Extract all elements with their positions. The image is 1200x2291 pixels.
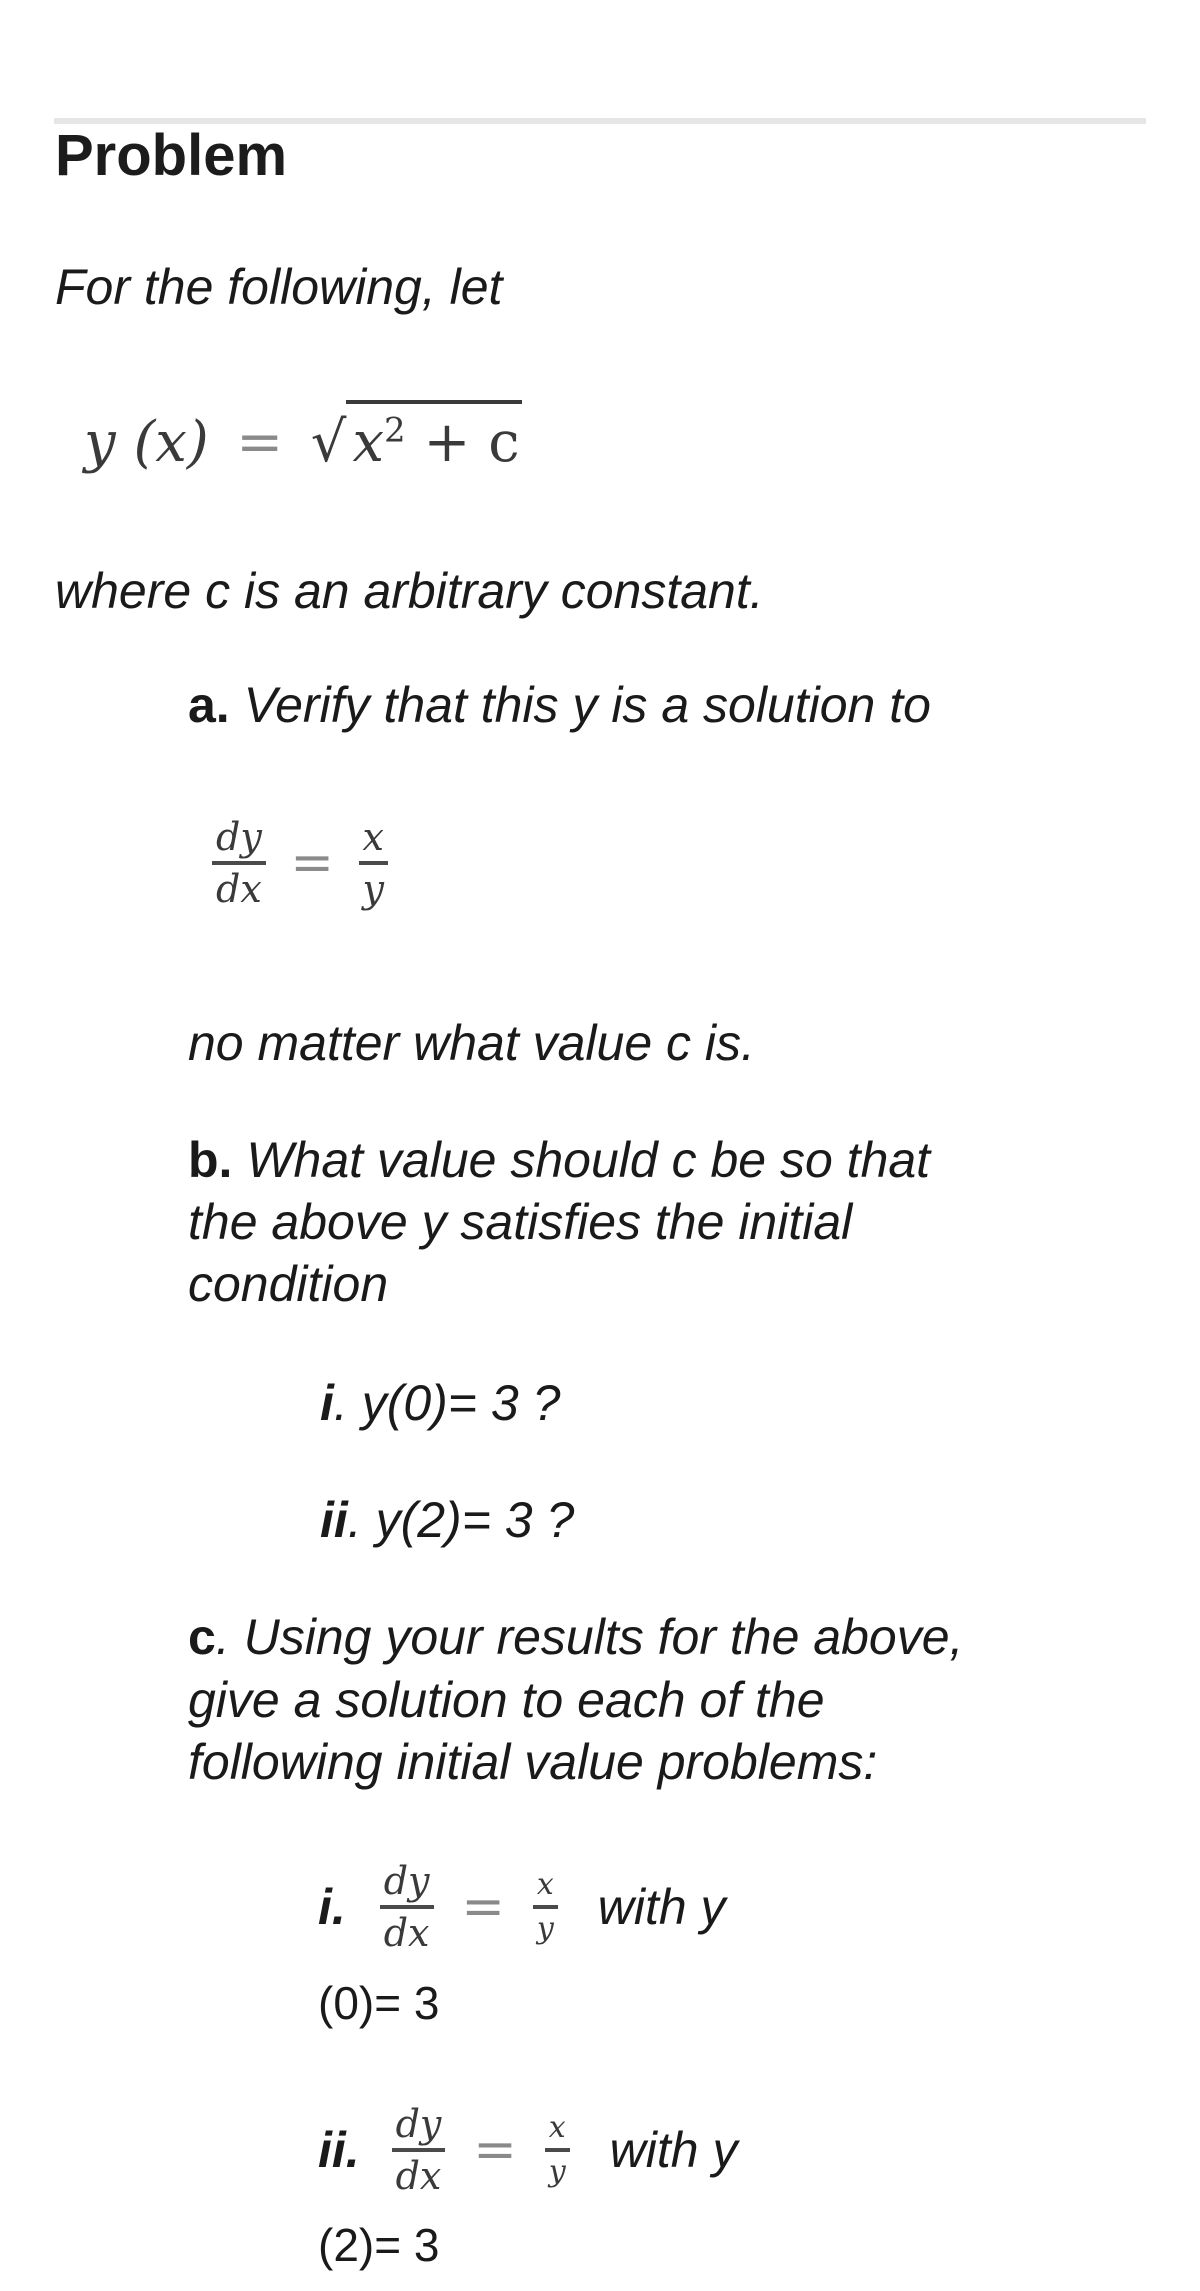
part-c-item-i-condition: (0)= 3	[318, 1977, 440, 2029]
part-b-item-i-text: . y(0)= 3 ?	[333, 1375, 561, 1431]
part-b-line1	[188, 1131, 930, 1189]
part-a-text: Verify that this y is a solution to	[229, 677, 931, 733]
part-c-item-ii-condition: (2)= 3	[318, 2219, 440, 2271]
radicand	[346, 400, 521, 475]
part-a-prompt	[188, 676, 931, 734]
part-c-line2: give a solution to each of the	[188, 1672, 825, 1728]
part-b-item-ii-marker: ii	[320, 1492, 348, 1548]
part-c-marker: c	[188, 1609, 216, 1665]
part-c-line1	[188, 1608, 963, 1666]
fraction-numerator: dy	[216, 815, 262, 859]
part-b-item-i	[320, 1374, 560, 1432]
part-c-item-i	[318, 1859, 726, 1955]
with-y-text: with y	[609, 2122, 738, 2178]
dy-dx-fraction	[392, 2102, 446, 2198]
dy-dx-fraction	[212, 815, 266, 911]
part-b-item-i-marker: i	[320, 1375, 334, 1431]
fraction-numerator: x	[536, 1867, 554, 1902]
constant-note: where c is an arbitrary constant.	[55, 563, 764, 619]
part-b-item-ii-text: . y(2)= 3 ?	[347, 1492, 575, 1548]
fraction-denominator: y	[548, 2154, 566, 2189]
part-c-item-i-marker: i.	[318, 1879, 346, 1935]
intro-text: For the following, let	[55, 259, 503, 315]
main-equation-lhs: y (x)	[84, 410, 209, 475]
radicand-plus: + c	[405, 410, 520, 475]
x-y-fraction	[533, 1867, 558, 1946]
part-b-line3: condition	[188, 1256, 389, 1312]
fraction-denominator: dx	[383, 1911, 430, 1955]
page-heading: Problem	[55, 123, 288, 188]
equals-sign: =	[473, 2120, 517, 2180]
fraction-denominator: dx	[395, 2154, 442, 2198]
fraction-denominator: y	[362, 867, 384, 911]
radical-sign: √	[310, 410, 347, 475]
fraction-numerator: dy	[395, 2102, 442, 2146]
fraction-denominator: dx	[216, 867, 262, 911]
fraction-bar	[359, 861, 388, 865]
part-c-line3: following initial value problems:	[188, 1734, 878, 1790]
fraction-numerator: x	[548, 2110, 566, 2145]
radicand-exponent: 2	[384, 410, 406, 451]
part-b-line2: the above y satisfies the initial	[188, 1194, 853, 1250]
fraction-bar	[533, 1905, 558, 1909]
part-b-line1-text: What value should c be so that	[232, 1132, 931, 1188]
fraction-bar	[212, 861, 266, 865]
with-y-text: with y	[597, 1879, 726, 1935]
radicand-base: x	[352, 410, 385, 475]
part-c-line1-text: . Using your results for the above,	[215, 1609, 964, 1665]
fraction-bar	[380, 1905, 434, 1909]
x-y-fraction	[359, 815, 388, 911]
fraction-denominator: y	[536, 1911, 554, 1946]
main-equation	[84, 400, 522, 475]
part-a-marker: a.	[188, 677, 230, 733]
fraction-numerator: x	[362, 815, 384, 859]
part-b-marker: b.	[188, 1132, 233, 1188]
fraction-bar	[392, 2148, 446, 2152]
part-c-item-ii-marker: ii.	[318, 2122, 360, 2178]
part-c-item-ii	[318, 2102, 738, 2198]
equals-sign: =	[290, 833, 334, 893]
fraction-numerator: dy	[383, 1859, 430, 1903]
main-equation-equals: =	[236, 410, 284, 475]
x-y-fraction	[545, 2110, 570, 2189]
part-b-item-ii	[320, 1491, 574, 1549]
part-a-after: no matter what value c is.	[188, 1015, 755, 1071]
part-a-equation	[212, 815, 388, 911]
equals-sign: =	[461, 1877, 505, 1937]
dy-dx-fraction	[380, 1859, 434, 1955]
fraction-bar	[545, 2148, 570, 2152]
